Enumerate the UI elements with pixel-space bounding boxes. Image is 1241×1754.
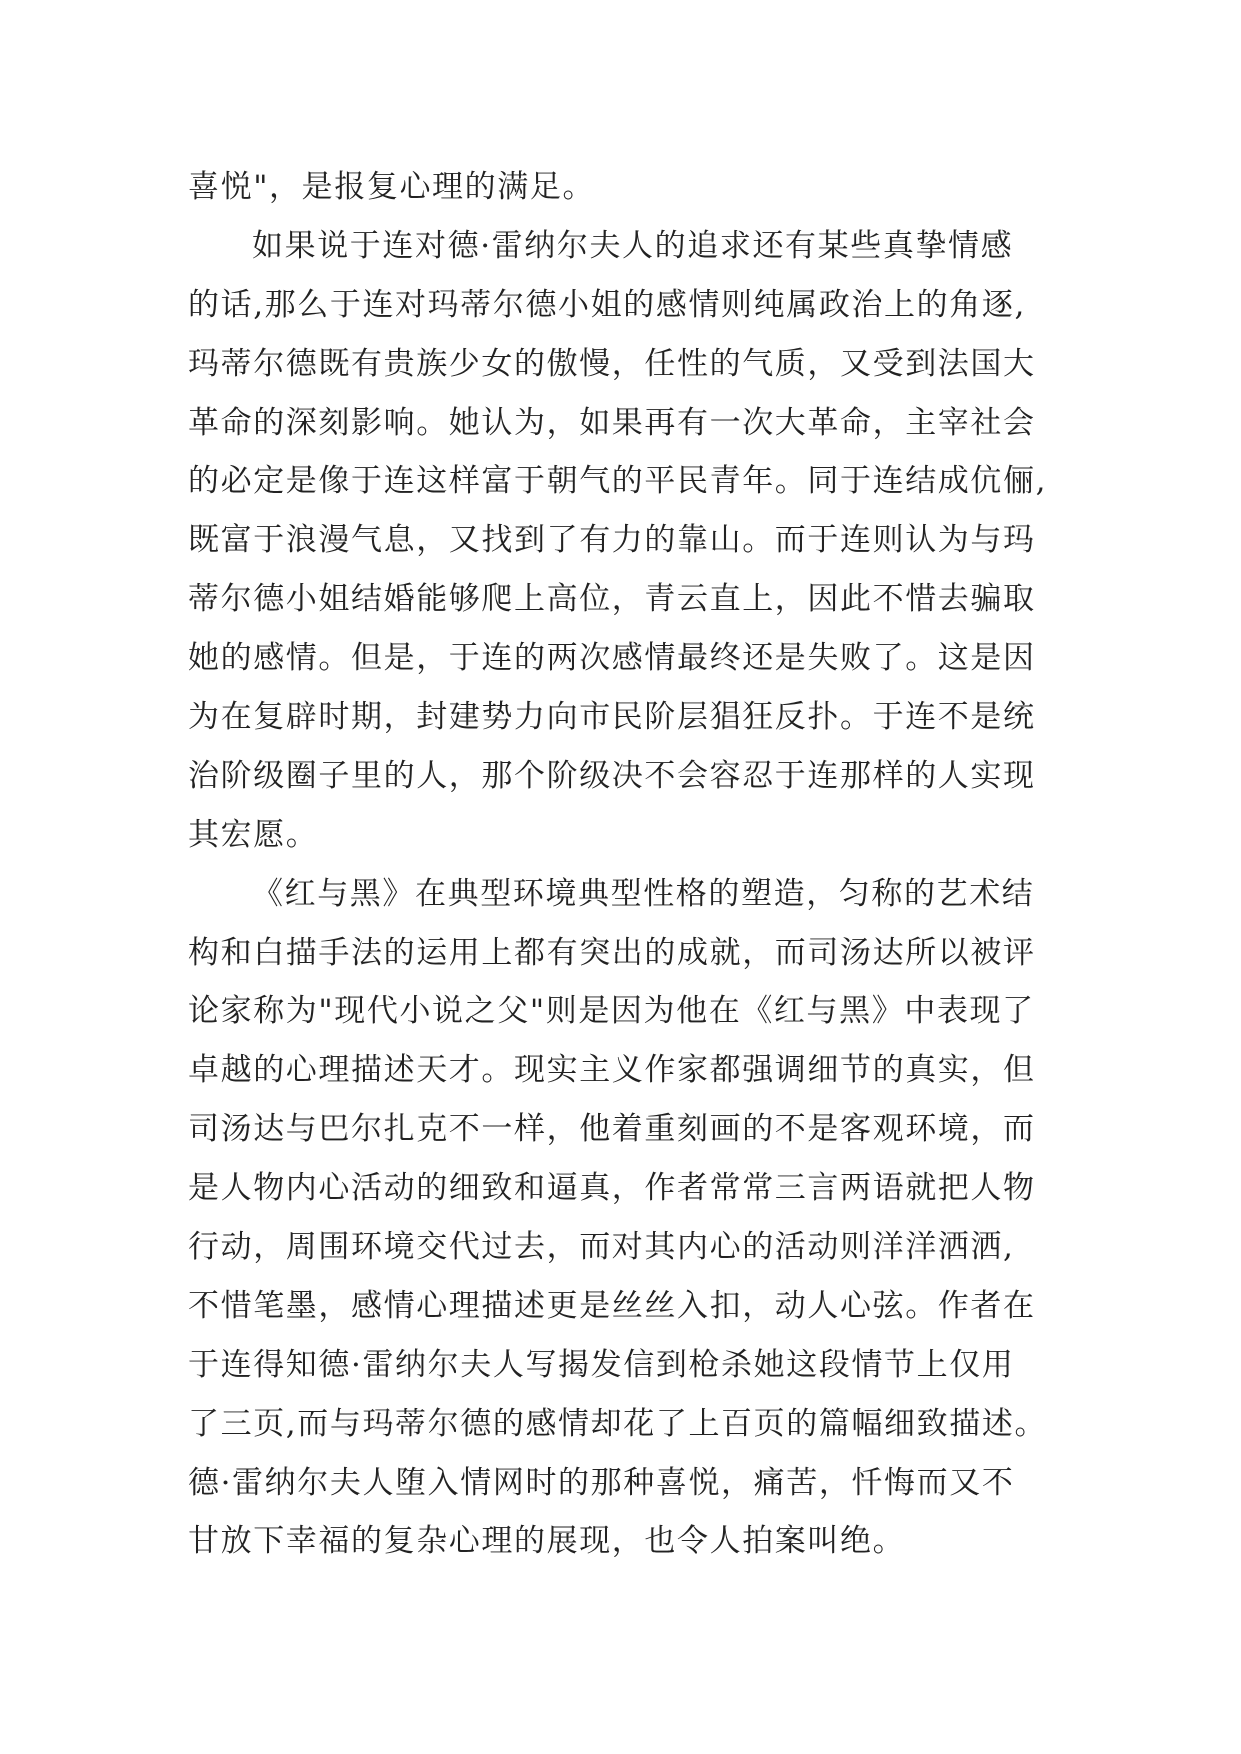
text-line: 既富于浪漫气息，又找到了有力的靠山。而于连则认为与玛 (188, 522, 1036, 559)
text-line: 治阶级圈子里的人，那个阶级决不会容忍于连那样的人实现 (188, 757, 1036, 794)
text-line: 革命的深刻影响。她认为，如果再有一次大革命，主宰社会 (188, 404, 1036, 441)
text-line: 的话,那么于连对玛蒂尔德小姐的感情则纯属政治上的角逐, (188, 286, 1026, 323)
text-line: 如果说于连对德·雷纳尔夫人的追求还有某些真挚情感 (252, 227, 1014, 264)
text-line: 卓越的心理描述天才。现实主义作家都强调细节的真实，但 (188, 1052, 1036, 1089)
text-line: 行动，周围环境交代过去，而对其内心的活动则洋洋洒洒, (188, 1229, 1015, 1266)
text-line: 《红与黑》在典型环境典型性格的塑造，匀称的艺术结 (252, 875, 1035, 912)
text-line: 为在复辟时期，封建势力向市民阶层猖狂反扑。于连不是统 (188, 699, 1036, 736)
text-line: 的必定是像于连这样富于朝气的平民青年。同于连结成伉俪, (188, 463, 1048, 500)
text-line: 不惜笔墨，感情心理描述更是丝丝入扣，动人心弦。作者在 (188, 1287, 1036, 1324)
text-line: 蒂尔德小姐结婚能够爬上高位，青云直上，因此不惜去骗取 (188, 581, 1036, 618)
text-line: 于连得知德·雷纳尔夫人写揭发信到枪杀她这段情节上仅用 (188, 1346, 1015, 1383)
text-line: 论家称为"现代小说之父"则是因为他在《红与黑》中表现了 (188, 993, 1035, 1030)
text-line: 了三页,而与玛蒂尔德的感情却花了上百页的篇幅细致描述。 (188, 1405, 1048, 1442)
text-line: 德·雷纳尔夫人堕入情网时的那种喜悦，痛苦，忏悔而又不 (188, 1464, 1015, 1501)
text-line: 甘放下幸福的复杂心理的展现，也令人拍案叫绝。 (188, 1523, 906, 1560)
text-line: 司汤达与巴尔扎克不一样，他着重刻画的不是客观环境，而 (188, 1111, 1036, 1148)
text-line: 构和白描手法的运用上都有突出的成就，而司汤达所以被评 (188, 934, 1036, 971)
body-text (188, 158, 1068, 1571)
text-line: 其宏愿。 (188, 816, 319, 853)
text-line: 玛蒂尔德既有贵族少女的傲慢，任性的气质，又受到法国大 (188, 345, 1036, 382)
text-line: 喜悦"，是报复心理的满足。 (188, 169, 596, 205)
text-line: 是人物内心活动的细致和逼真，作者常常三言两语就把人物 (188, 1170, 1036, 1207)
text-line: 她的感情。但是，于连的两次感情最终还是失败了。这是因 (188, 640, 1036, 677)
